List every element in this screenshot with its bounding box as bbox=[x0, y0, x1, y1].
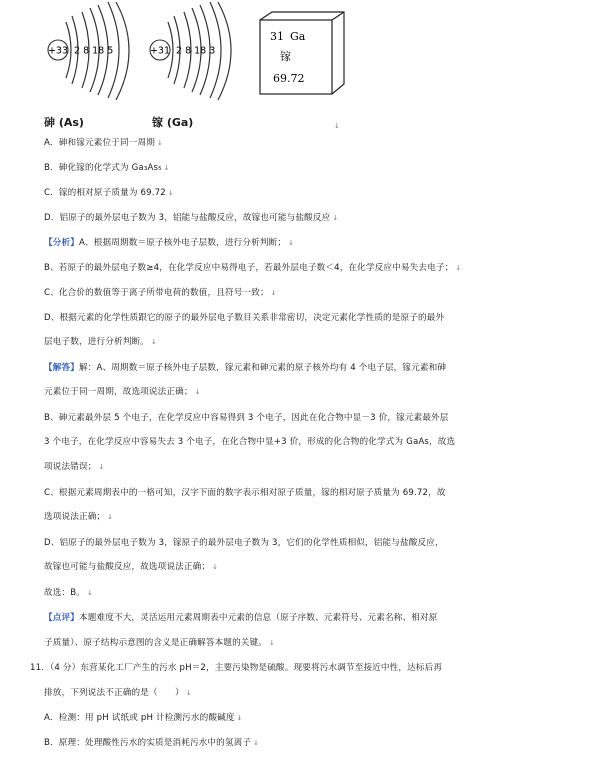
option-d: D．铝原子的最外层电子数为 3，铝能与盐酸反应，故镓也可能与盐酸反应 ↓ bbox=[44, 213, 339, 223]
question-11-line-2: 排放，下列说法不正确的是（ ） ↓ bbox=[44, 688, 192, 698]
comment-tag: 【点评】 bbox=[44, 613, 79, 623]
answer-line-2: 元素位于同一周期，故选项说法正确； ↓ bbox=[44, 387, 201, 397]
question-11-line-1: 11．（4 分）东营某化工厂产生的污水 pH＝2，主要污染物是硫酸。现要将污水调节至接近中性，达标后再 bbox=[30, 663, 443, 673]
gallium-caption: 镓 (Ga) bbox=[152, 116, 194, 129]
atom-structure-figure bbox=[30, 2, 450, 130]
nucleus-charge: +33 bbox=[47, 45, 69, 57]
nucleus-charge: +31 bbox=[149, 45, 171, 57]
answer-tag: 【解答】 bbox=[44, 363, 79, 373]
answer-line-5: 项说法错误； ↓ bbox=[44, 462, 105, 472]
element-name: 镓 bbox=[280, 50, 291, 63]
answer-line-4: 3 个电子，在化学反应中容易失去 3 个电子，在化合物中显+3 价，形成的化合物的化学式为 GaAs，故选 bbox=[44, 437, 456, 447]
analysis-line-1: 【分析】A、根据周期数＝原子核外电子层数，进行分析判断； ↓ bbox=[44, 238, 295, 248]
paragraph-mark: ↓ bbox=[334, 122, 340, 130]
option-a: A．砷和镓元素位于同一周期 ↓ bbox=[44, 138, 163, 148]
atomic-mass: 69.72 bbox=[273, 72, 305, 85]
gallium-atom-diagram bbox=[140, 2, 270, 102]
question-11-option-a: A．检测：用 pH 试纸或 pH 计检测污水的酸碱度 ↓ bbox=[44, 713, 243, 723]
analysis-line-2: B、若原子的最外层电子数≥4，在化学反应中易得电子，若最外层电子数＜4，在化学反应中易失去电子； ↓ bbox=[44, 263, 462, 273]
analysis-line-5: 层电子数，进行分析判断。 ↓ bbox=[44, 337, 157, 347]
shell-electron-counts: 2 8 18 5 bbox=[74, 45, 114, 57]
answer-line-1: 【解答】解：A、周期数＝原子核外电子层数，镓元素和砷元素的原子核外均有 4 个电子层，镓元素和砷 bbox=[44, 363, 447, 373]
analysis-tag: 【分析】 bbox=[44, 238, 79, 248]
atomic-number-and-symbol: 31 Ga bbox=[270, 30, 306, 43]
analysis-line-3: C、化合价的数值等于离子所带电荷的数值，且符号一致； ↓ bbox=[44, 288, 277, 298]
answer-line-6: C、根据元素周期表中的一格可知，汉字下面的数字表示相对原子质量，镓的相对原子质量为 69.72，故 bbox=[44, 488, 446, 498]
option-b: B．砷化镓的化学式为 Ga₃As₅ ↓ bbox=[44, 163, 170, 173]
periodic-table-cell-gallium bbox=[258, 10, 348, 96]
comment-line-1: 【点评】本题难度不大，灵活运用元素周期表中元素的信息（原子序数、元素符号、元素名称、相对原 bbox=[44, 613, 438, 623]
shell-electron-counts: 2 8 18 3 bbox=[176, 45, 216, 57]
question-11-option-b: B．原理：处理酸性污水的实质是消耗污水中的氢离子 ↓ bbox=[44, 738, 260, 748]
answer-line-10: 故选：B。 ↓ bbox=[44, 588, 94, 598]
analysis-line-4: D、根据元素的化学性质跟它的原子的最外层电子数目关系非常密切，决定元素化学性质的是原子的最外 bbox=[44, 313, 445, 323]
answer-line-8: D、铝原子的最外层电子数为 3，镓原子的最外层电子数为 3，它们的化学性质相似，铝能与盐酸反应， bbox=[44, 538, 444, 548]
arsenic-caption: 砷 (As) bbox=[44, 116, 84, 129]
answer-line-7: 选项说法正确； ↓ bbox=[44, 512, 114, 522]
option-c: C．镓的相对原子质量为 69.72 ↓ bbox=[44, 188, 174, 198]
comment-line-2: 子质量）、原子结构示意图的含义是正确解答本题的关键。 ↓ bbox=[44, 638, 276, 648]
answer-line-9: 故镓也可能与盐酸反应，故选项说法正确； ↓ bbox=[44, 562, 219, 572]
answer-line-3: B、砷元素最外层 5 个电子，在化学反应中容易得到 3 个电子，因此在化合物中显－3 价，镓元素最外层 bbox=[44, 413, 449, 423]
